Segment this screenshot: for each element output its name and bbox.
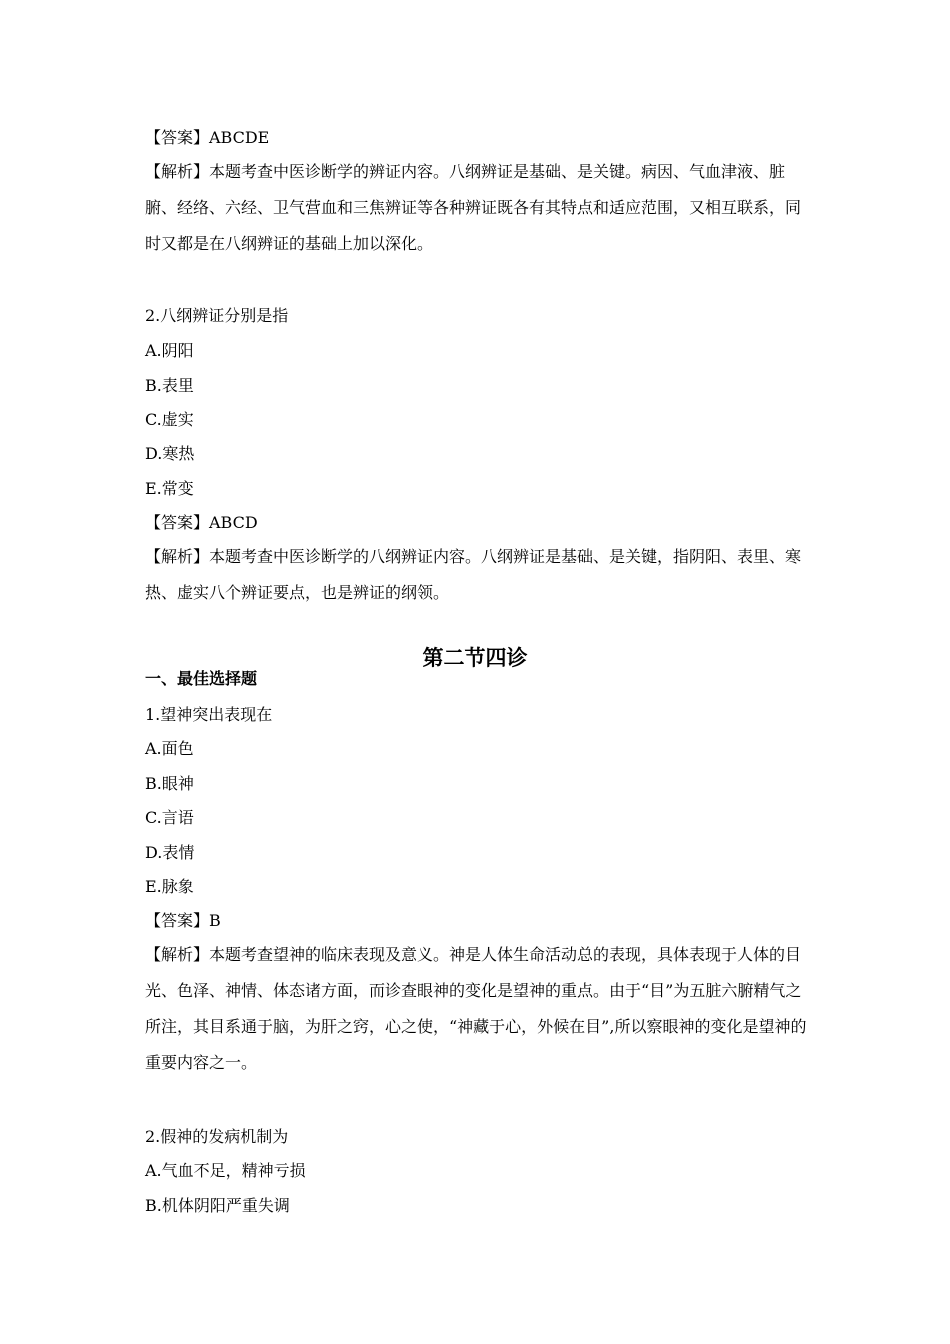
section-title: 第二节四诊 [422,646,528,670]
option-a: A.面色 [145,739,194,758]
option-b: B.机体阴阳严重失调 [145,1196,290,1215]
option-c: C.虚实 [145,410,194,429]
option-d: D.表情 [145,843,195,862]
section-subtitle: 一、最佳选择题 [145,669,258,688]
analysis-paragraph: 【解析】本题考查中医诊断学的八纲辨证内容。八纲辨证是基础、是关键，指阴阳、表里、寒热、虚实八个辨证要点，也是辨证的纲领。 [145,547,802,602]
option-e: E.脉象 [145,877,194,896]
answer-line: 【答案】B [145,911,221,930]
option-b: B.眼神 [145,774,194,793]
question-text: 2.假神的发病机制为 [145,1127,289,1146]
question-text: 1.望神突出表现在 [145,705,273,724]
option-c: C.言语 [145,808,194,827]
answer-line: 【答案】ABCD [145,513,258,532]
option-b: B.表里 [145,376,194,395]
analysis-paragraph: 【解析】本题考查望神的临床表现及意义。神是人体生命活动总的表现，具体表现于人体的目光、色泽、神情、体态诸方面，而诊查眼神的变化是望神的重点。由于“目”为五脏六腑精气之所注，其目系通于脑，为肝之窍，心之使，“神藏于心，外候在目”,所以察眼神的变化是望神的重要内容之一。 [145,945,807,1072]
option-a: A.气血不足，精神亏损 [145,1161,306,1180]
answer-line: 【答案】ABCDE [145,128,270,147]
analysis-paragraph: 【解析】本题考查中医诊断学的辨证内容。八纲辨证是基础、是关键。病因、气血津液、脏腑、经络、六经、卫气营血和三焦辨证等各种辨证既各有其特点和适应范围，又相互联系，同时又都是在八纲辨证的基础上加以深化。 [145,162,802,253]
question-text: 2.八纲辨证分别是指 [145,306,289,325]
option-e: E.常变 [145,479,194,498]
option-d: D.寒热 [145,444,195,463]
option-a: A.阴阳 [145,341,194,360]
